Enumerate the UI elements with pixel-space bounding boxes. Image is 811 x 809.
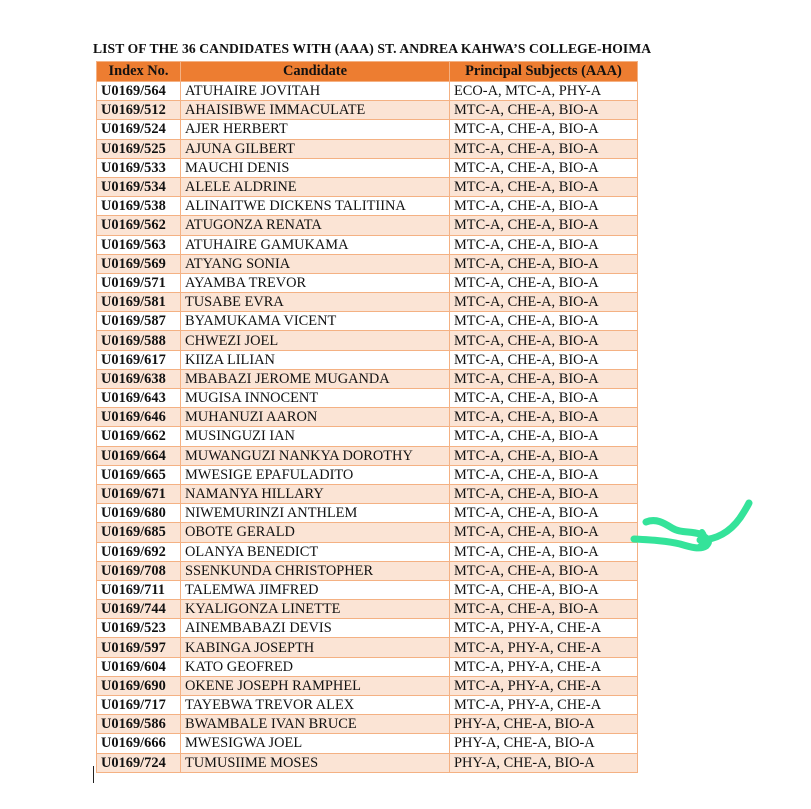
- table-row: [97, 600, 638, 619]
- table-row: [97, 139, 638, 158]
- table-row: [97, 389, 638, 408]
- index-cell: U0169/662: [97, 427, 181, 446]
- table-row: [97, 446, 638, 465]
- index-cell: U0169/708: [97, 561, 181, 580]
- table-row: [97, 177, 638, 196]
- subjects-cell: MTC-A, CHE-A, BIO-A: [450, 369, 638, 388]
- table-row: [97, 331, 638, 350]
- index-cell: U0169/717: [97, 696, 181, 715]
- candidate-cell: TAYEBWA TREVOR ALEX: [181, 696, 450, 715]
- candidate-cell: NAMANYA HILLARY: [181, 484, 450, 503]
- candidate-cell: KATO GEOFRED: [181, 657, 450, 676]
- subjects-cell: MTC-A, CHE-A, BIO-A: [450, 504, 638, 523]
- index-cell: U0169/671: [97, 484, 181, 503]
- index-cell: U0169/690: [97, 676, 181, 695]
- text-cursor: [93, 766, 94, 783]
- table-row: [97, 734, 638, 753]
- subjects-cell: MTC-A, CHE-A, BIO-A: [450, 484, 638, 503]
- candidate-cell: MWESIGE EPAFULADITO: [181, 465, 450, 484]
- index-cell: U0169/604: [97, 657, 181, 676]
- index-cell: U0169/666: [97, 734, 181, 753]
- subjects-cell: MTC-A, CHE-A, BIO-A: [450, 177, 638, 196]
- candidate-cell: AJER HERBERT: [181, 120, 450, 139]
- table-row: [97, 273, 638, 292]
- table-row: [97, 657, 638, 676]
- table-row: [97, 427, 638, 446]
- index-cell: U0169/664: [97, 446, 181, 465]
- subjects-cell: MTC-A, CHE-A, BIO-A: [450, 101, 638, 120]
- candidate-cell: OKENE JOSEPH RAMPHEL: [181, 676, 450, 695]
- index-cell: U0169/617: [97, 350, 181, 369]
- subjects-cell: MTC-A, CHE-A, BIO-A: [450, 235, 638, 254]
- table-row: [97, 523, 638, 542]
- candidate-cell: KABINGA JOSEPTH: [181, 638, 450, 657]
- table-row: [97, 638, 638, 657]
- candidate-cell: MUGISA INNOCENT: [181, 389, 450, 408]
- index-cell: U0169/525: [97, 139, 181, 158]
- index-cell: U0169/646: [97, 408, 181, 427]
- subjects-cell: MTC-A, CHE-A, BIO-A: [450, 561, 638, 580]
- index-cell: U0169/564: [97, 82, 181, 101]
- subjects-cell: ECO-A, MTC-A, PHY-A: [450, 82, 638, 101]
- table-row: [97, 619, 638, 638]
- candidate-cell: TUSABE EVRA: [181, 293, 450, 312]
- subjects-cell: MTC-A, CHE-A, BIO-A: [450, 523, 638, 542]
- column-header-subjects: Principal Subjects (AAA): [450, 62, 638, 82]
- subjects-cell: MTC-A, CHE-A, BIO-A: [450, 331, 638, 350]
- index-cell: U0169/524: [97, 120, 181, 139]
- table-row: [97, 561, 638, 580]
- index-cell: U0169/638: [97, 369, 181, 388]
- table-row: [97, 580, 638, 599]
- candidate-cell: TALEMWA JIMFRED: [181, 580, 450, 599]
- index-cell: U0169/692: [97, 542, 181, 561]
- table-row: [97, 120, 638, 139]
- candidate-cell: MUWANGUZI NANKYA DOROTHY: [181, 446, 450, 465]
- candidate-cell: MBABAZI JEROME MUGANDA: [181, 369, 450, 388]
- table-row: [97, 542, 638, 561]
- index-cell: U0169/685: [97, 523, 181, 542]
- index-cell: U0169/586: [97, 715, 181, 734]
- subjects-cell: MTC-A, CHE-A, BIO-A: [450, 312, 638, 331]
- candidates-table: [96, 61, 638, 773]
- table-row: [97, 197, 638, 216]
- candidate-cell: NIWEMURINZI ANTHLEM: [181, 504, 450, 523]
- subjects-cell: PHY-A, CHE-A, BIO-A: [450, 734, 638, 753]
- table-row: [97, 369, 638, 388]
- subjects-cell: PHY-A, CHE-A, BIO-A: [450, 715, 638, 734]
- index-cell: U0169/597: [97, 638, 181, 657]
- table-row: [97, 235, 638, 254]
- subjects-cell: MTC-A, PHY-A, CHE-A: [450, 638, 638, 657]
- candidate-cell: ATYANG SONIA: [181, 254, 450, 273]
- candidate-cell: MUSINGUZI IAN: [181, 427, 450, 446]
- candidate-cell: SSENKUNDA CHRISTOPHER: [181, 561, 450, 580]
- table-row: [97, 484, 638, 503]
- candidate-cell: TUMUSIIME MOSES: [181, 753, 450, 772]
- subjects-cell: PHY-A, CHE-A, BIO-A: [450, 753, 638, 772]
- table-row: [97, 216, 638, 235]
- subjects-cell: MTC-A, CHE-A, BIO-A: [450, 465, 638, 484]
- candidate-cell: KIIZA LILIAN: [181, 350, 450, 369]
- candidate-cell: BWAMBALE IVAN BRUCE: [181, 715, 450, 734]
- column-header-index: Index No.: [97, 62, 181, 82]
- candidate-cell: AINEMBABAZI DEVIS: [181, 619, 450, 638]
- index-cell: U0169/533: [97, 158, 181, 177]
- subjects-cell: MTC-A, PHY-A, CHE-A: [450, 696, 638, 715]
- table-header-row: [97, 62, 638, 82]
- candidate-cell: MUHANUZI AARON: [181, 408, 450, 427]
- candidate-cell: CHWEZI JOEL: [181, 331, 450, 350]
- table-row: [97, 350, 638, 369]
- subjects-cell: MTC-A, CHE-A, BIO-A: [450, 120, 638, 139]
- subjects-cell: MTC-A, PHY-A, CHE-A: [450, 657, 638, 676]
- subjects-cell: MTC-A, CHE-A, BIO-A: [450, 446, 638, 465]
- document-title: LIST OF THE 36 CANDIDATES WITH (AAA) ST. ANDREA KAHWA’S COLLEGE-HOIMA: [93, 41, 652, 56]
- index-cell: U0169/538: [97, 197, 181, 216]
- subjects-cell: MTC-A, CHE-A, BIO-A: [450, 580, 638, 599]
- candidate-cell: MWESIGWA JOEL: [181, 734, 450, 753]
- candidate-cell: ALINAITWE DICKENS TALITIINA: [181, 197, 450, 216]
- index-cell: U0169/643: [97, 389, 181, 408]
- column-header-candidate: Candidate: [181, 62, 450, 82]
- subjects-cell: MTC-A, PHY-A, CHE-A: [450, 676, 638, 695]
- candidate-cell: OBOTE GERALD: [181, 523, 450, 542]
- index-cell: U0169/581: [97, 293, 181, 312]
- index-cell: U0169/744: [97, 600, 181, 619]
- subjects-cell: MTC-A, CHE-A, BIO-A: [450, 389, 638, 408]
- index-cell: U0169/563: [97, 235, 181, 254]
- index-cell: U0169/571: [97, 273, 181, 292]
- subjects-cell: MTC-A, CHE-A, BIO-A: [450, 293, 638, 312]
- table-row: [97, 293, 638, 312]
- index-cell: U0169/680: [97, 504, 181, 523]
- candidate-cell: MAUCHI DENIS: [181, 158, 450, 177]
- subjects-cell: MTC-A, PHY-A, CHE-A: [450, 619, 638, 638]
- table-row: [97, 715, 638, 734]
- candidate-cell: AYAMBA TREVOR: [181, 273, 450, 292]
- index-cell: U0169/569: [97, 254, 181, 273]
- subjects-cell: MTC-A, CHE-A, BIO-A: [450, 158, 638, 177]
- table-row: [97, 158, 638, 177]
- table-row: [97, 101, 638, 120]
- subjects-cell: MTC-A, CHE-A, BIO-A: [450, 600, 638, 619]
- table-row: [97, 408, 638, 427]
- candidate-cell: AJUNA GILBERT: [181, 139, 450, 158]
- candidate-cell: OLANYA BENEDICT: [181, 542, 450, 561]
- table-row: [97, 82, 638, 101]
- index-cell: U0169/562: [97, 216, 181, 235]
- subjects-cell: MTC-A, CHE-A, BIO-A: [450, 542, 638, 561]
- index-cell: U0169/512: [97, 101, 181, 120]
- subjects-cell: MTC-A, CHE-A, BIO-A: [450, 216, 638, 235]
- table-row: [97, 312, 638, 331]
- subjects-cell: MTC-A, CHE-A, BIO-A: [450, 197, 638, 216]
- table-row: [97, 254, 638, 273]
- subjects-cell: MTC-A, CHE-A, BIO-A: [450, 408, 638, 427]
- index-cell: U0169/588: [97, 331, 181, 350]
- subjects-cell: MTC-A, CHE-A, BIO-A: [450, 273, 638, 292]
- candidate-cell: BYAMUKAMA VICENT: [181, 312, 450, 331]
- subjects-cell: MTC-A, CHE-A, BIO-A: [450, 427, 638, 446]
- candidate-cell: ATUGONZA RENATA: [181, 216, 450, 235]
- table-row: [97, 465, 638, 484]
- index-cell: U0169/523: [97, 619, 181, 638]
- index-cell: U0169/534: [97, 177, 181, 196]
- candidate-cell: ALELE ALDRINE: [181, 177, 450, 196]
- index-cell: U0169/724: [97, 753, 181, 772]
- index-cell: U0169/711: [97, 580, 181, 599]
- subjects-cell: MTC-A, CHE-A, BIO-A: [450, 254, 638, 273]
- table-row: [97, 676, 638, 695]
- subjects-cell: MTC-A, CHE-A, BIO-A: [450, 350, 638, 369]
- subjects-cell: MTC-A, CHE-A, BIO-A: [450, 139, 638, 158]
- table-row: [97, 753, 638, 772]
- table-row: [97, 504, 638, 523]
- candidate-cell: ATUHAIRE JOVITAH: [181, 82, 450, 101]
- index-cell: U0169/587: [97, 312, 181, 331]
- candidate-cell: ATUHAIRE GAMUKAMA: [181, 235, 450, 254]
- candidate-cell: AHAISIBWE IMMACULATE: [181, 101, 450, 120]
- index-cell: U0169/665: [97, 465, 181, 484]
- candidate-cell: KYALIGONZA LINETTE: [181, 600, 450, 619]
- table-row: [97, 696, 638, 715]
